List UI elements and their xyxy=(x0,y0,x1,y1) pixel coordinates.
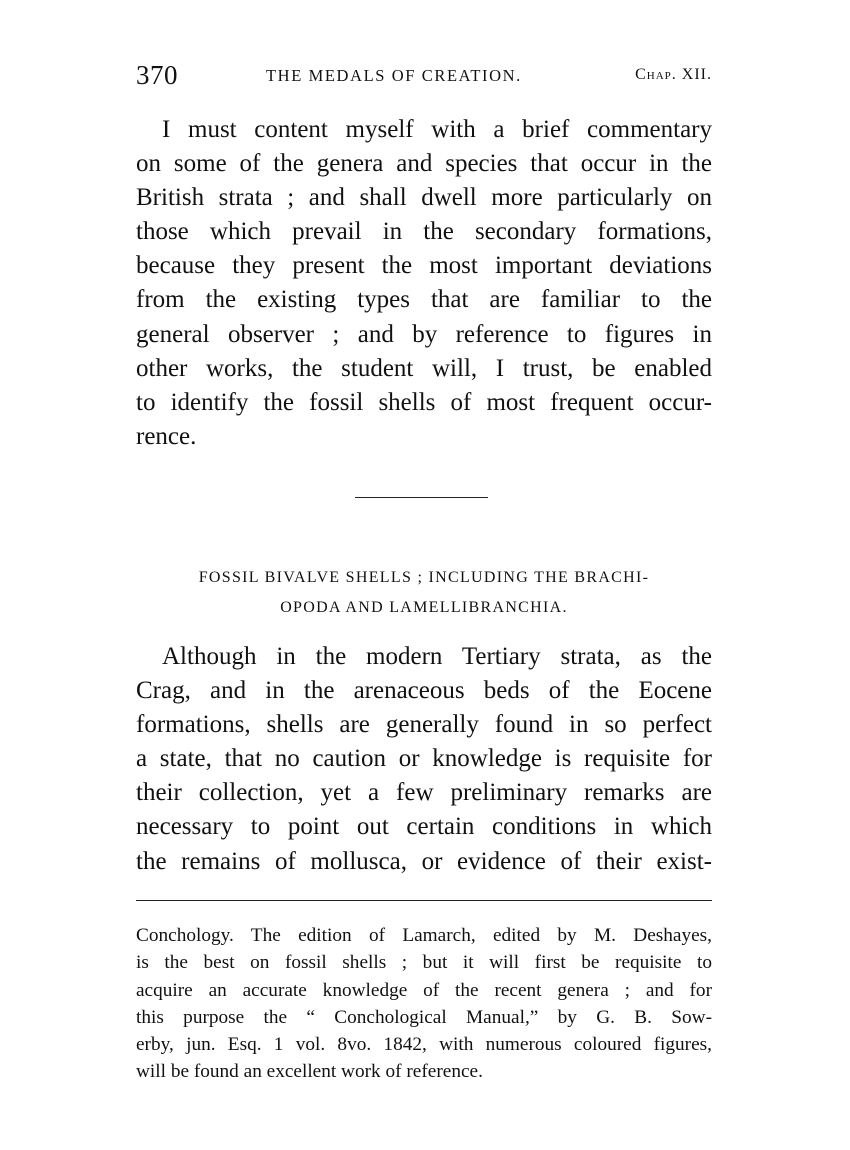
text-line: British strata ; and shall dwell more particularly on xyxy=(136,184,712,212)
body-paragraph-1 xyxy=(136,113,712,454)
footnote-line: will be found an excellent work of reference. xyxy=(136,1061,483,1083)
text-line: the remains of mollusca, or evidence of their exist- xyxy=(136,847,712,875)
text-line: on some of the genera and species that occur in the xyxy=(136,150,712,178)
text-line: necessary to point out certain conditions in which xyxy=(136,813,712,841)
text-line: those which prevail in the secondary formations, xyxy=(136,218,712,246)
text-line: Crag, and in the arenaceous beds of the Eocene xyxy=(136,677,712,705)
text-line: general observer ; and by reference to figures in xyxy=(136,320,712,348)
running-title: THE MEDALS OF CREATION. xyxy=(266,66,522,85)
heading-line: FOSSIL BIVALVE SHELLS ; INCLUDING THE BRACHI- xyxy=(198,569,650,586)
text-line: because they present the most important deviations xyxy=(136,252,712,280)
footnote-line: erby, jun. Esq. 1 vol. 8vo. 1842, with numerous coloured figures, xyxy=(136,1034,712,1056)
text-line: from the existing types that are familiar to the xyxy=(136,286,712,314)
text-line: Although in the modern Tertiary strata, as the xyxy=(162,643,712,670)
running-header xyxy=(136,60,712,94)
footnote-divider xyxy=(136,900,712,901)
page-number: 370 xyxy=(136,60,178,90)
text-line: to identify the fossil shells of most frequent occur- xyxy=(136,388,712,416)
section-heading xyxy=(136,563,712,623)
chapter-reference: Chap. XII. xyxy=(635,66,712,83)
footnote-line: is the best on fossil shells ; but it will first be requisite to xyxy=(136,952,712,974)
section-divider xyxy=(355,497,488,498)
footnote-line: acquire an accurate knowledge of the recent genera ; and for xyxy=(136,979,712,1001)
text-line: rence. xyxy=(136,422,197,450)
footnote-line: Conchology. The edition of Lamarch, edited by M. Deshayes, xyxy=(136,925,712,946)
footnote xyxy=(136,922,712,1086)
text-line: a state, that no caution or knowledge is requisite for xyxy=(136,745,712,773)
text-line: other works, the student will, I trust, be enabled xyxy=(136,354,712,382)
text-line: I must content myself with a brief commentary xyxy=(162,116,712,143)
text-line: formations, shells are generally found in so perfect xyxy=(136,711,712,739)
footnote-line: this purpose the “ Conchological Manual,” by G. B. Sow- xyxy=(136,1006,712,1028)
text-line: their collection, yet a few preliminary remarks are xyxy=(136,779,712,807)
heading-line: OPODA AND LAMELLIBRANCHIA. xyxy=(280,599,568,616)
body-paragraph-2 xyxy=(136,640,712,879)
